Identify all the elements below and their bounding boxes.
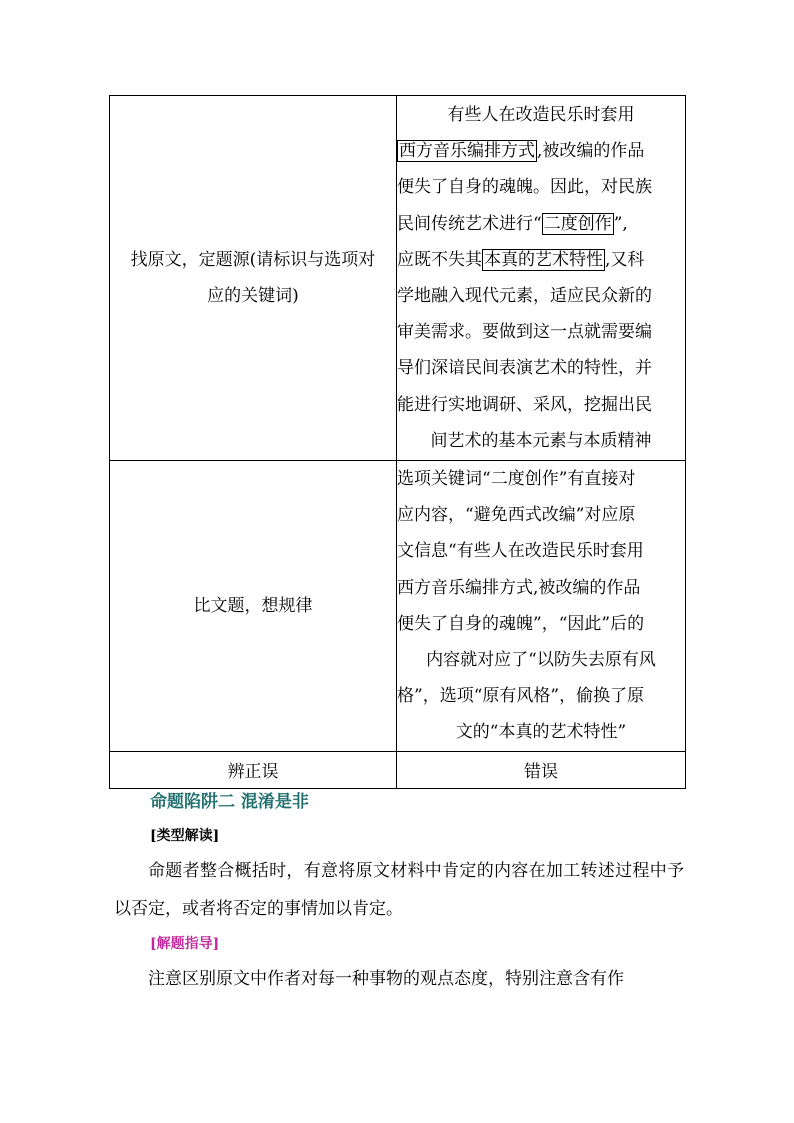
row1-label-cell [110,96,397,461]
source-text-line [397,314,685,350]
source-text-fragment: ”, [613,213,628,234]
table-row-find-source [110,96,686,461]
source-text-line [397,387,685,423]
row1-label-line1: 找原文，定题源(请标识与选项对 [130,250,376,270]
source-text-line [397,133,685,169]
analysis-table [109,95,686,789]
source-text-line [397,278,685,314]
analysis-text-line: 选项关键词“二度创作”有直接对 [397,469,636,489]
source-text-fragment: ,又科 [605,249,645,270]
row1-content-cell [397,96,686,461]
source-text-line [397,206,685,242]
keyword-box: 本真的艺术特性 [484,249,603,270]
analysis-text-line: 内容就对应了“以防失去原有风 [426,650,656,671]
row2-content-cell [397,461,686,752]
source-text-line [397,97,685,133]
analysis-text-line: 应内容，“避免西式改编”对应原 [397,505,636,526]
keyword-box: 西方音乐编排方式 [399,141,535,162]
type-interpretation-tag: [类型解读] [150,828,220,844]
keyword-box: 二度创作 [543,213,612,234]
source-text-line [397,350,685,386]
solving-guide-paragraph: 注意区别原文中作者对每一种事物的观点态度，特别注意含有作 [148,969,624,989]
source-text-fragment: 导们深谙民间表演艺术的特性，并 [397,358,652,379]
row1-source-text [397,97,685,459]
source-text-fragment: 有些人在改造民乐时套用 [447,104,635,125]
table-row-compare [110,461,686,752]
source-text-fragment: ,被改编的作品 [537,141,645,162]
source-text-line [397,423,685,459]
table-row-judge [110,751,686,788]
row3-value-cell: 错误 [397,751,686,788]
analysis-text-line: 格”，选项“原有风格”，偷换了原 [397,686,645,707]
source-text-fragment: 便失了自身的魂魄。因此，对民族 [397,177,652,198]
analysis-text-line: 文信息“有些人在改造民乐时套用 [397,541,644,562]
solving-guide-tag: [解题指导] [150,936,220,952]
row2-analysis-text [397,461,685,751]
section-title: 命题陷阱二 混淆是非 [150,792,309,812]
type-interpretation-paragraph: 命题者整合概括时，有意将原文材料中肯定的内容在加工转述过程中予以否定，或者将否定的事情加以肯定。 [114,861,684,919]
row3-label-cell: 辨正误 [110,751,397,788]
source-text-fragment: 间艺术的基本元素与本质精神 [430,430,652,451]
analysis-text-line: 文的“本真的艺术特性” [455,722,627,743]
analysis-text-line: 便失了自身的魂魄”，“因此”后的 [397,613,645,634]
source-text-line [397,242,685,278]
row1-label-line2: 应的关键词) [207,286,299,306]
analysis-text-line: 西方音乐编排方式,被改编的作品 [397,577,641,598]
source-text-line [397,169,685,205]
source-text-fragment: 学地融入现代元素，适应民众新的 [397,286,652,306]
source-text-fragment: 审美需求。要做到这一点就需要编 [397,322,652,343]
source-text-fragment: 民间传统艺术进行“ [397,213,542,234]
row2-label-cell: 比文题，想规律 [110,461,397,752]
source-text-fragment: 应既不失其 [397,249,482,270]
source-text-fragment: 能进行实地调研、采风，挖掘出民 [397,394,652,415]
